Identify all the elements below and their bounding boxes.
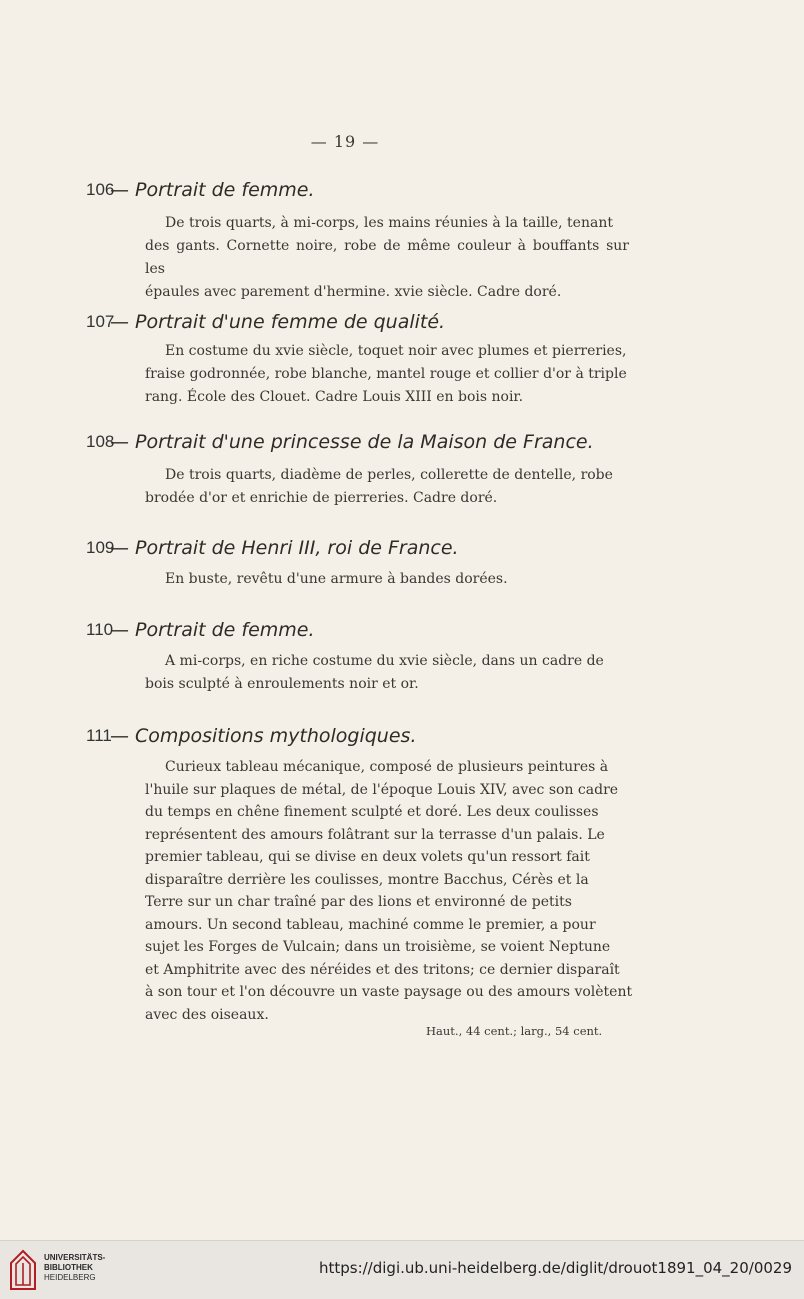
institution-line: HEIDELBERG: [44, 1273, 96, 1282]
catalog-entry-107: [0, 311, 804, 405]
description-line: à son tour et l'on découvre un vaste paysage ou des amours volètent: [145, 984, 633, 1000]
description-line: avec des oiseaux.: [145, 1006, 269, 1023]
permalink-url[interactable]: https://digi.ub.uni-heidelberg.de/diglit/drouot1891_04_20/0029: [318, 1259, 792, 1277]
entry-title: — Portrait de Henri III, roi de France.: [110, 537, 459, 559]
description-line: En costume du xvie siècle, toquet noir avec plumes et pierreries,: [165, 343, 627, 359]
catalog-entry-110: [0, 619, 804, 692]
description-line: En buste, revêtu d'une armure à bandes dorées.: [165, 571, 508, 587]
entry-description: [145, 650, 629, 696]
description-line: rang. École des Clouet. Cadre Louis XIII en bois noir.: [145, 389, 524, 405]
entry-number: 106: [86, 180, 115, 199]
description-line: De trois quarts, diadème de perles, collerette de dentelle, robe: [165, 467, 613, 483]
description-line: du temps en chêne finement sculpté et doré. Les deux coulisses: [145, 804, 599, 820]
entry-number: 110: [86, 620, 114, 639]
description-line: l'huile sur plaques de métal, de l'époque Louis XIV, avec son cadre: [145, 781, 619, 798]
description-line: des gants. Cornette noire, robe de même couleur à bouffants sur les: [145, 238, 629, 277]
catalog-entry-106: [0, 179, 804, 300]
entry-description: [145, 340, 629, 409]
description-line: amours. Un second tableau, machiné comme le premier, a pour: [145, 916, 596, 933]
catalog-entry-109: [0, 537, 804, 587]
entry-description: [145, 756, 633, 1026]
description-line: A mi-corps, en riche costume du xvie siècle, dans un cadre de: [165, 653, 604, 669]
entry-description: [145, 568, 629, 591]
entry-number: 111: [86, 726, 112, 745]
institution-line: UNIVERSITÄTS-: [44, 1253, 106, 1262]
entry-number: 109: [86, 538, 115, 557]
entry-number: 108: [86, 432, 115, 451]
description-line: premier tableau, qui se divise en deux volets qu'un ressort fait: [145, 849, 590, 865]
description-line: et Amphitrite avec des néréides et des tritons; ce dernier disparaît: [145, 961, 620, 978]
page-number: — 19 —: [310, 132, 380, 151]
description-line: épaules avec parement d'hermine. xvie siècle. Cadre doré.: [145, 284, 562, 300]
description-line: sujet les Forges de Vulcain; dans un troisième, se voient Neptune: [145, 939, 611, 955]
entry-title: — Portrait de femme.: [110, 179, 315, 201]
description-line: Terre sur un char traîné par des lions et environné de petits: [145, 894, 572, 910]
description-line: Curieux tableau mécanique, composé de plusieurs peintures à: [165, 759, 609, 775]
description-line: De trois quarts, à mi-corps, les mains réunies à la taille, tenant: [165, 215, 613, 231]
institution-line: BIBLIOTHEK: [44, 1263, 93, 1272]
description-line: bois sculpté à enroulements noir et or.: [145, 676, 419, 692]
viewer-footer: [0, 1240, 804, 1299]
entry-description: [145, 212, 629, 304]
description-line: fraise godronnée, robe blanche, mantel rouge et collier d'or à triple: [145, 366, 627, 382]
entry-number: 107: [86, 312, 115, 331]
catalog-entry-111: [0, 725, 804, 1038]
entry-title: — Portrait d'une princesse de la Maison de France.: [110, 431, 594, 453]
library-logo-icon: [8, 1249, 38, 1291]
description-line: disparaître derrière les coulisses, montre Bacchus, Cérès et la: [145, 871, 589, 888]
entry-title: — Compositions mythologiques.: [110, 725, 417, 747]
description-line: représentent des amours folâtrant sur la terrasse d'un palais. Le: [145, 826, 605, 843]
description-line: brodée d'or et enrichie de pierreries. Cadre doré.: [145, 490, 498, 506]
dimensions: Haut., 44 cent.; larg., 54 cent.: [426, 1024, 603, 1038]
entry-title: — Portrait d'une femme de qualité.: [110, 311, 446, 333]
entry-description: [145, 464, 629, 510]
institution-name: [44, 1253, 105, 1283]
catalog-entry-108: [0, 431, 804, 506]
entry-title: — Portrait de femme.: [110, 619, 315, 641]
